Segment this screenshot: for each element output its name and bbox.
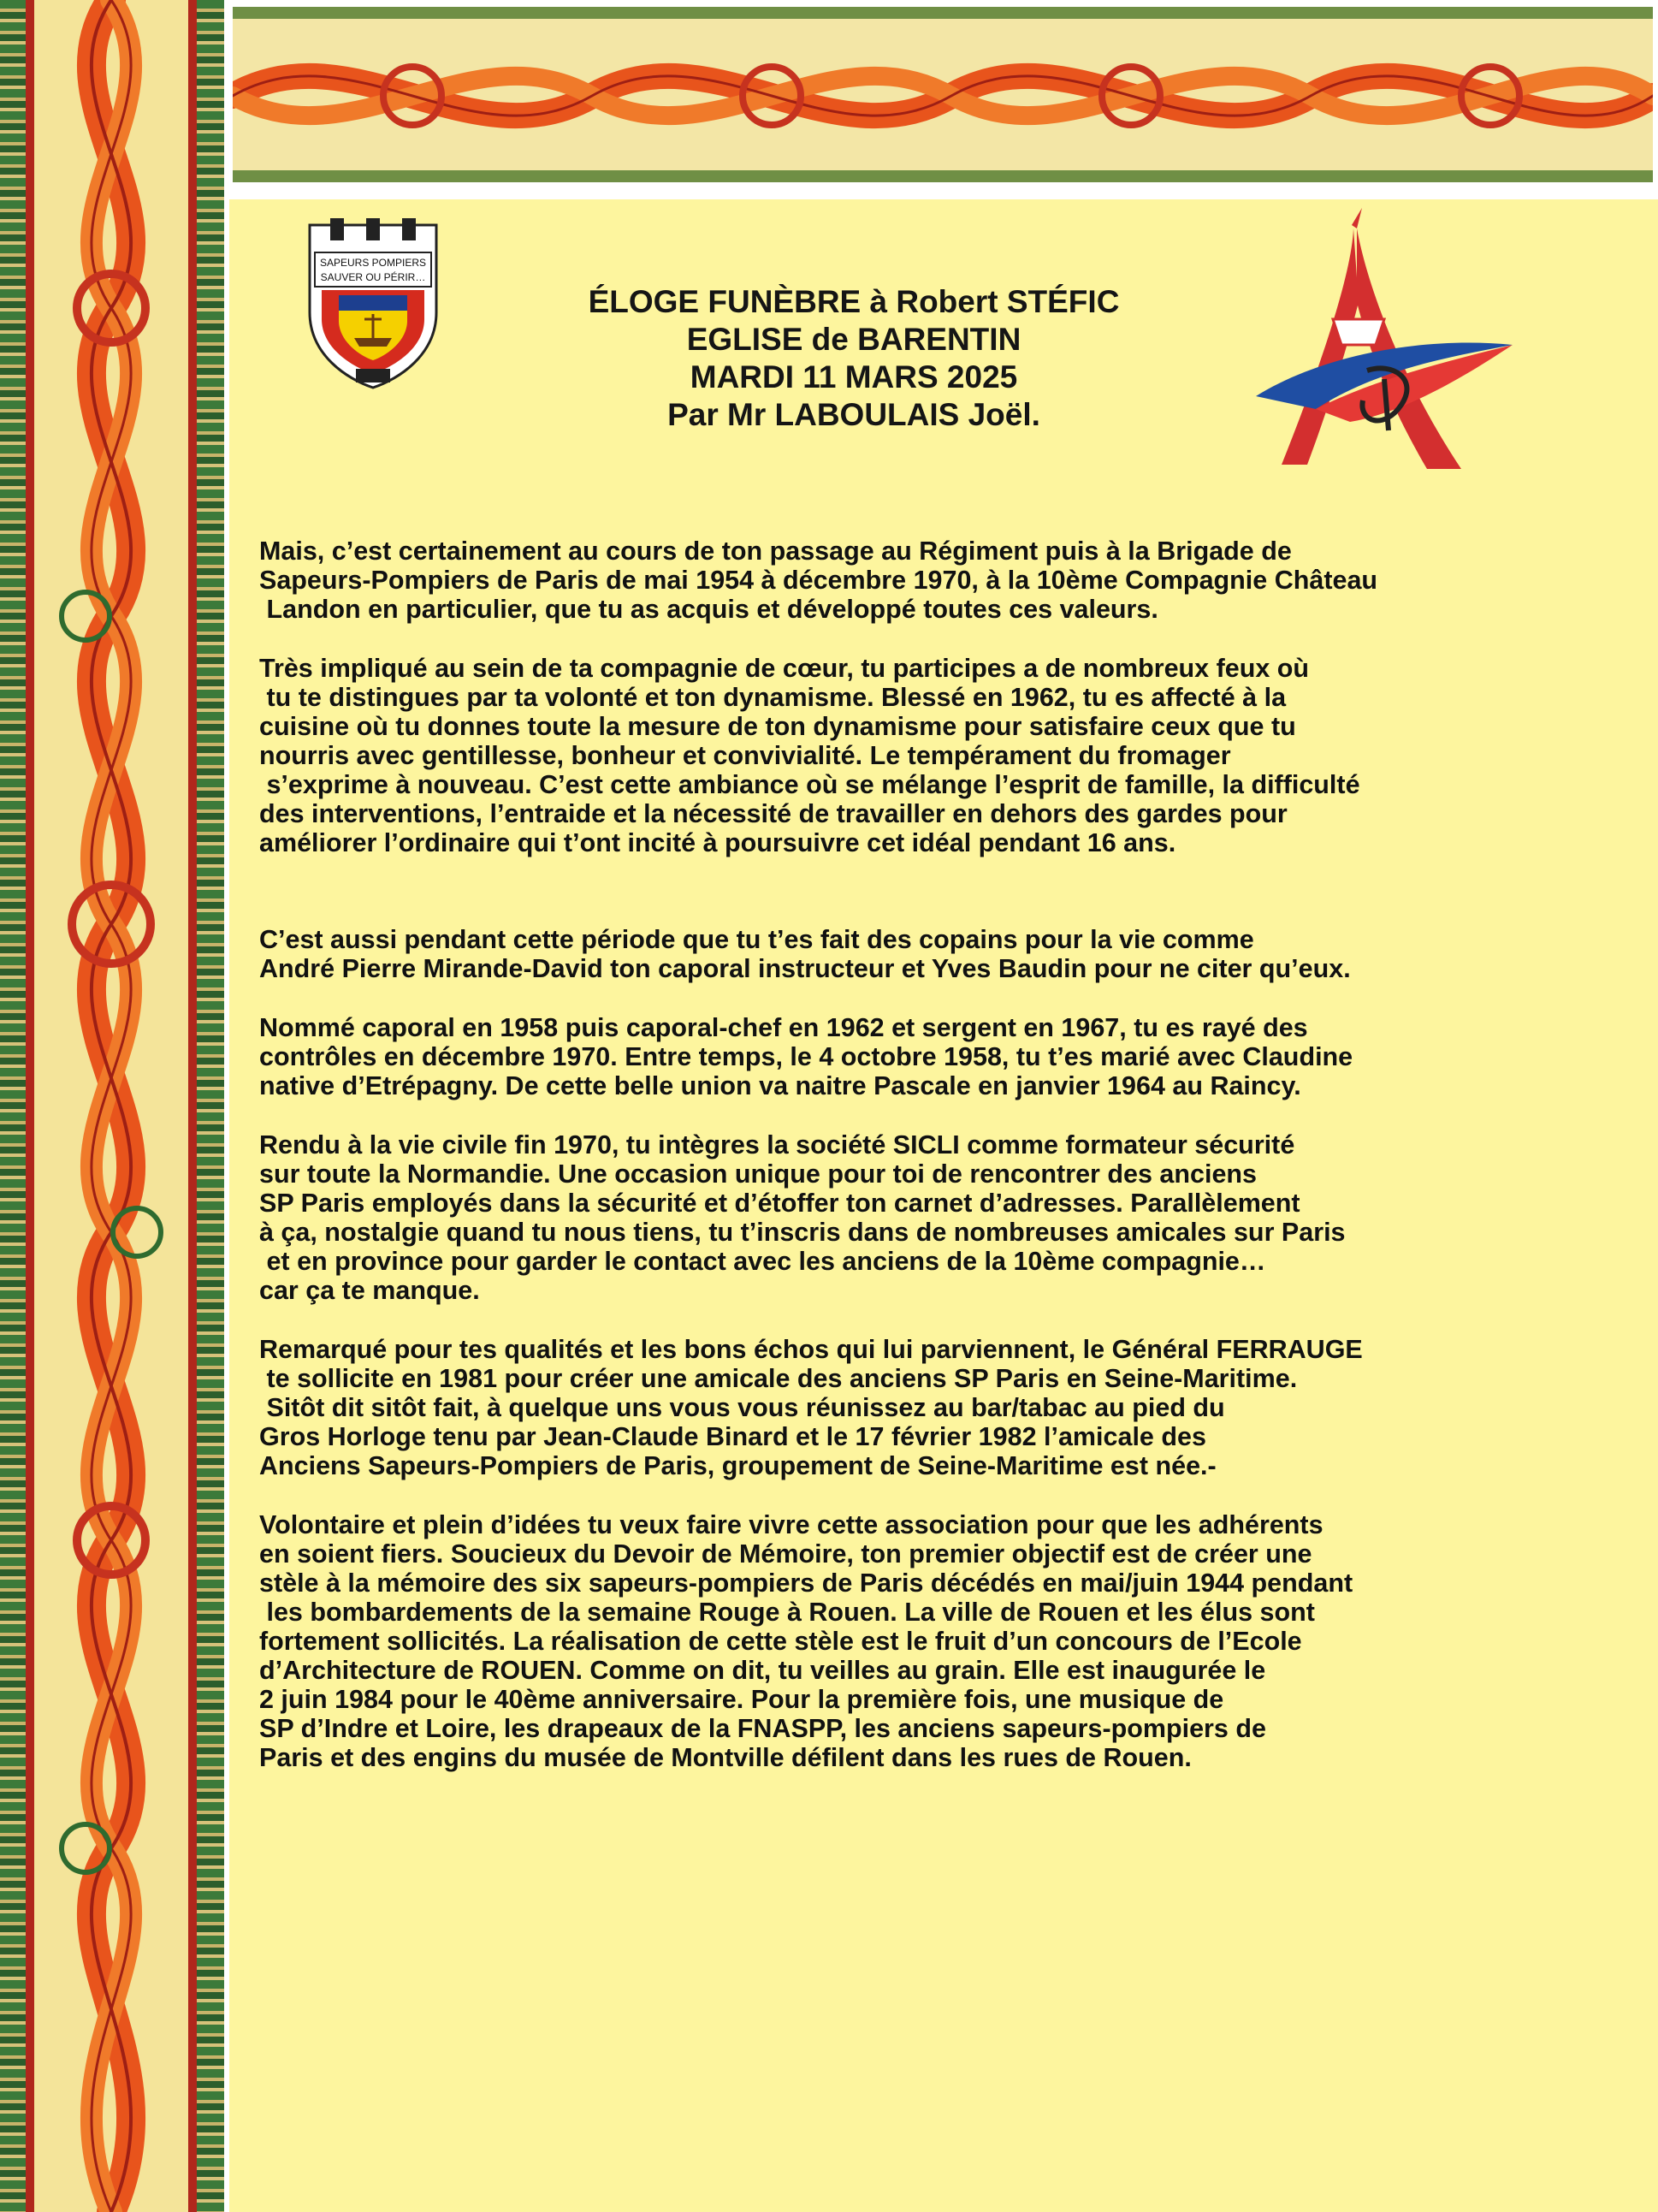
body-line: Sitôt dit sitôt fait, à quelque uns vous vous réunissez au bar/tabac au pied du: [259, 1393, 1225, 1422]
crest-motto-top: SAPEURS POMPIERS: [319, 257, 427, 269]
celtic-interlace-icon: [233, 19, 1653, 170]
left-ornamental-border: [0, 0, 224, 2212]
body-line: les bombardements de la semaine Rouge à Rouen. La ville de Rouen et les élus sont: [259, 1598, 1315, 1627]
title-line: Par Mr LABOULAIS Joël.: [667, 397, 1040, 432]
body-line: SP d’Indre et Loire, les drapeaux de la FNASPP, les anciens sapeurs-pompiers de: [259, 1714, 1266, 1743]
left-border-green-stripe-inner: [197, 0, 224, 2212]
body-line: Landon en particulier, que tu as acquis et développé toutes ces valeurs.: [259, 595, 1158, 624]
body-line: Rendu à la vie civile fin 1970, tu intègres la société SICLI comme formateur sécurité: [259, 1130, 1295, 1159]
body-line: contrôles en décembre 1970. Entre temps, le 4 octobre 1958, tu t’es marié avec Claudine: [259, 1042, 1353, 1071]
body-line: André Pierre Mirande-David ton caporal instructeur et Yves Baudin pour ne citer qu’eux.: [259, 954, 1351, 983]
left-border-green-stripe: [0, 0, 26, 2212]
body-line: Très impliqué au sein de ta compagnie de cœur, tu participes a de nombreux feux où: [259, 654, 1310, 683]
body-line: Anciens Sapeurs-Pompiers de Paris, groupement de Seine-Maritime est née.-: [259, 1451, 1217, 1480]
body-line: des interventions, l’entraide et la nécessité de travailler en dehors des gardes pour: [259, 799, 1288, 828]
body-line: SP Paris employés dans la sécurité et d’étoffer ton carnet d’adresses. Parallèlement: [259, 1189, 1300, 1218]
body-line: à ça, nostalgie quand tu nous tiens, tu t’inscris dans de nombreuses amicales sur Paris: [259, 1218, 1346, 1247]
top-ornamental-banner: [224, 0, 1658, 193]
left-border-red-stripe: [26, 0, 34, 2212]
body-line: tu te distingues par ta volonté et ton dynamisme. Blessé en 1962, tu es affecté à la: [259, 683, 1287, 712]
body-line: améliorer l’ordinaire qui t’ont incité à poursuivre cet idéal pendant 16 ans.: [259, 828, 1176, 857]
title-line: MARDI 11 MARS 2025: [690, 359, 1018, 394]
title-line: ÉLOGE FUNÈBRE à Robert STÉFIC: [588, 284, 1120, 319]
body-line: car ça te manque.: [259, 1276, 480, 1305]
body-line: Remarqué pour tes qualités et les bons échos qui lui parviennent, le Général FERRAUGE: [259, 1335, 1363, 1364]
body-line: d’Architecture de ROUEN. Comme on dit, tu veilles au grain. Elle est inaugurée le: [259, 1656, 1266, 1685]
body-line: stèle à la mémoire des six sapeurs-pompiers de Paris décédés en mai/juin 1944 pendant: [259, 1569, 1353, 1598]
celtic-knot-ornament-icon: [34, 0, 188, 2212]
body-line: fortement sollicités. La réalisation de cette stèle est le fruit d’un concours de l’Ecole: [259, 1627, 1302, 1656]
body-line: sur toute la Normandie. Une occasion unique pour toi de rencontrer des anciens: [259, 1159, 1257, 1189]
body-line: te sollicite en 1981 pour créer une amicale des anciens SP Paris en Seine-Maritime.: [259, 1364, 1298, 1393]
banner-band: [233, 7, 1653, 182]
body-line: Mais, c’est certainement au cours de ton passage au Régiment puis à la Brigade de: [259, 537, 1292, 566]
title-line: EGLISE de BARENTIN: [686, 322, 1021, 357]
body-line: Sapeurs-Pompiers de Paris de mai 1954 à décembre 1970, à la 10ème Compagnie Château: [259, 566, 1378, 595]
body-line: Gros Horloge tenu par Jean-Claude Binard et le 17 février 1982 l’amicale des: [259, 1422, 1206, 1451]
body-line: Paris et des engins du musée de Montville défilent dans les rues de Rouen.: [259, 1743, 1192, 1772]
body-line: Nommé caporal en 1958 puis caporal-chef en 1962 et sergent en 1967, tu es rayé des: [259, 1013, 1308, 1042]
body-line: 2 juin 1984 pour le 40ème anniversaire. Pour la première fois, une musique de: [259, 1685, 1224, 1714]
body-line: en soient fiers. Soucieux du Devoir de Mémoire, ton premier objectif est de créer une: [259, 1539, 1312, 1569]
body-line: native d’Etrépagny. De cette belle union va naitre Pascale en janvier 1964 au Raincy.: [259, 1071, 1301, 1100]
content-panel: [229, 199, 1658, 2212]
body-line: s’exprime à nouveau. C’est cette ambiance où se mélange l’esprit de famille, la difficulté: [259, 770, 1360, 799]
body-line: Volontaire et plein d’idées tu veux faire vivre cette association pour que les adhérents: [259, 1510, 1323, 1539]
body-line: nourris avec gentillesse, bonheur et convivialité. Le tempérament du fromager: [259, 741, 1231, 770]
eulogy-body-text: [229, 199, 1658, 2212]
crest-motto-bottom: SAUVER OU PÉRIR…: [320, 271, 426, 283]
body-line: cuisine où tu donnes toute la mesure de ton dynamisme pour satisfaire ceux que tu: [259, 712, 1296, 741]
body-line: et en province pour garder le contact avec les anciens de la 10ème compagnie…: [259, 1247, 1266, 1276]
body-line: C’est aussi pendant cette période que tu t’es fait des copains pour la vie comme: [259, 925, 1254, 954]
left-border-red-stripe-inner: [188, 0, 197, 2212]
